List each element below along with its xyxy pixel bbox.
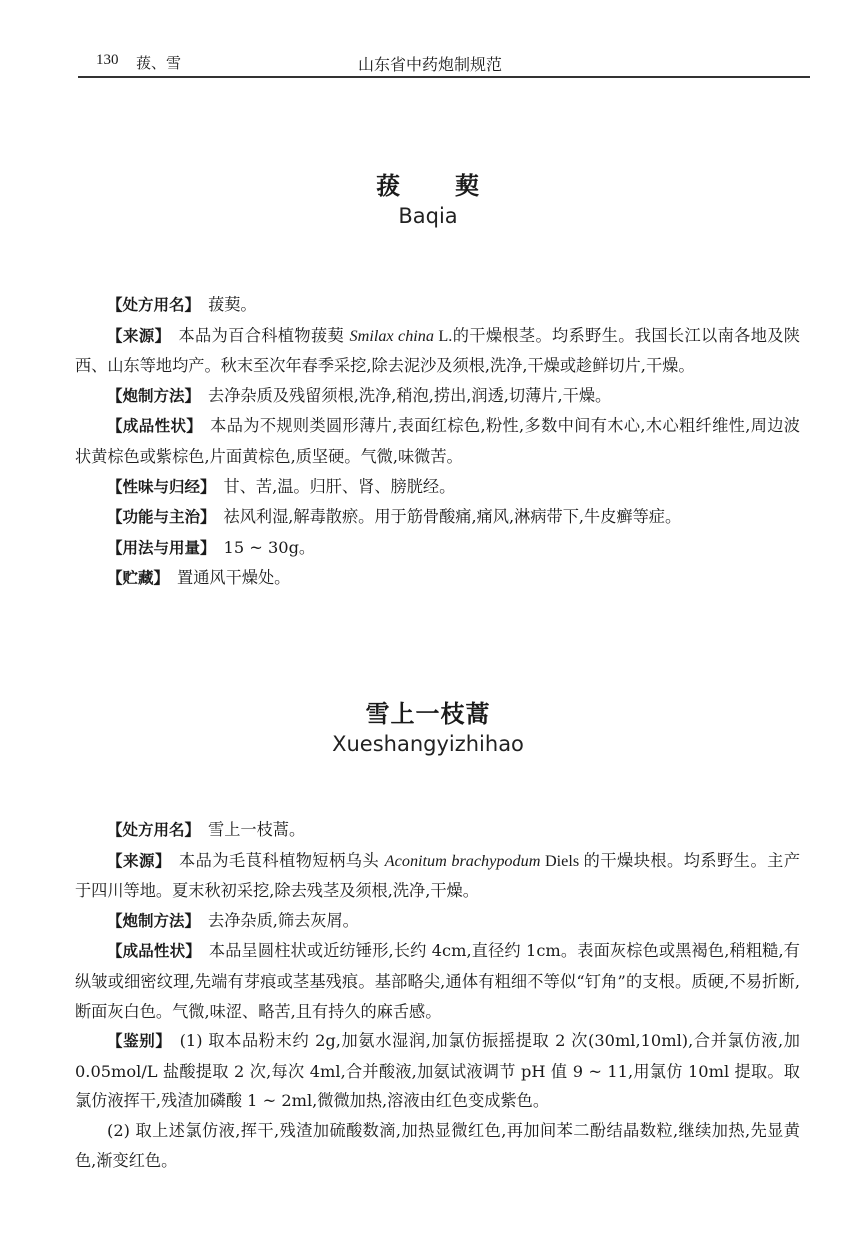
entry-body: [75, 815, 800, 1175]
field-processing: [75, 381, 800, 412]
field-text: 甘、苦,温。归肝、肾、膀胱经。: [223, 476, 456, 496]
field-label: 【炮制方法】: [107, 911, 201, 930]
book-title: 山东省中药炮制规范: [358, 55, 503, 74]
field-identification: [75, 1026, 800, 1116]
field-text: 本品为不规则类圆形薄片,表面红棕色,粉性,多数中间有木心,木心粗纤维性,周边波状黄棕色或紫棕色,片面黄棕色,质坚硬。气微,味微苦。: [75, 416, 800, 466]
field-functions: [75, 502, 800, 533]
field-text: 本品为百合科植物菝葜: [178, 325, 350, 345]
field-source: [75, 321, 800, 381]
entry-title: [0, 166, 856, 201]
author-abbrev: L.: [433, 326, 453, 345]
field-text: 15 ~ 30g。: [223, 537, 316, 557]
field-text: 雪上一枝蒿。: [208, 820, 306, 839]
field-label: 【成品性状】: [107, 417, 203, 436]
header-rule: [78, 76, 810, 78]
field-label: 【炮制方法】: [107, 386, 201, 405]
field-processing: [75, 906, 800, 937]
field-text: 祛风利湿,解毒散瘀。用于筋骨酸痛,痛风,淋病带下,牛皮癣等症。: [223, 507, 682, 527]
field-nature-meridian: [75, 472, 800, 503]
field-identification-2: [75, 1116, 800, 1175]
latin-name: Smilax china: [349, 326, 434, 345]
page-header: [78, 48, 810, 78]
field-label: 【用法与用量】: [107, 538, 216, 557]
latin-name: Aconitum brachypodum: [384, 851, 541, 870]
page-number: 130: [96, 52, 119, 68]
field-characteristics: [75, 936, 800, 1026]
field-text: 本品呈圆柱状或近纺锤形,长约 4cm,直径约 1cm。表面灰棕色或黑褐色,稍粗糙,有纵皱或细密纹理,先端有芽痕或茎基残痕。基部略尖,通体有粗细不等似“钉角”的支根。质硬,不易折断,断面灰白色。气微,味涩、略苦,且有持久的麻舌感。: [75, 941, 800, 1021]
entry-title-char: 葜: [455, 172, 480, 200]
field-prescription-name: [75, 815, 800, 846]
field-text: 菝葜。: [208, 295, 257, 314]
field-prescription-name: [75, 290, 800, 321]
entry-title-char: 菝: [376, 172, 401, 200]
field-label: 【功能与主治】: [107, 508, 216, 527]
field-label: 【性味与归经】: [107, 477, 216, 496]
field-text: 本品为毛茛科植物短柄乌头: [178, 850, 385, 870]
field-text: 的干燥根茎。均系野生。我国长江以南各地及陕西、山东等地均产。秋末至次年春季采挖,除去泥沙及须根,洗净,干燥或趁鲜切片,干燥。: [75, 325, 800, 376]
entry-pinyin: Baqia: [398, 204, 458, 228]
field-label: 【贮藏】: [107, 569, 170, 588]
field-source: [75, 846, 800, 906]
entry-title: 雪上一枝蒿: [365, 700, 491, 728]
entry-pinyin: Xueshangyizhihao: [332, 732, 524, 756]
field-label: 【成品性状】: [107, 942, 201, 961]
field-text: 去净杂质,筛去灰屑。: [208, 910, 359, 930]
field-label: 【处方用名】: [107, 821, 201, 839]
field-dosage: [75, 533, 800, 564]
field-storage: [75, 563, 800, 594]
field-label: 【来源】: [107, 326, 171, 345]
field-text: 的干燥块根。均系野生。主产于四川等地。夏末秋初采挖,除去残茎及须根,洗净,干燥。: [75, 850, 801, 901]
field-label: 【鉴别】: [107, 1032, 172, 1051]
section-marker: 菝、雪: [136, 54, 182, 72]
field-text: 置通风干燥处。: [177, 568, 291, 588]
author-abbrev: Diels: [540, 851, 584, 870]
identification-item: (2) 取上述氯仿液,挥干,残渣加硫酸数滴,加热显微红色,再加间苯二酚结晶数粒,继续加热,先显黄色,渐变红色。: [75, 1120, 800, 1170]
entry-body: [75, 290, 800, 594]
field-text: 去净杂质及残留须根,洗净,稍泡,捞出,润透,切薄片,干燥。: [208, 385, 612, 405]
identification-item: (1) 取本品粉末约 2g,加氨水湿润,加氯仿振摇提取 2 次(30ml,10ml),合并氯仿液,加 0.05mol/L 盐酸提取 2 次,每次 4ml,合并酸液,加氨试液调节 pH 值 9 ~ 11,用氯仿 10ml 提取。取氯仿液挥干,残渣加磷酸 1 ~ 2ml,微微加热,溶液由红色变成紫色。: [75, 1031, 800, 1111]
field-label: 【来源】: [107, 851, 171, 870]
field-label: 【处方用名】: [107, 296, 201, 314]
field-characteristics: [75, 411, 800, 471]
